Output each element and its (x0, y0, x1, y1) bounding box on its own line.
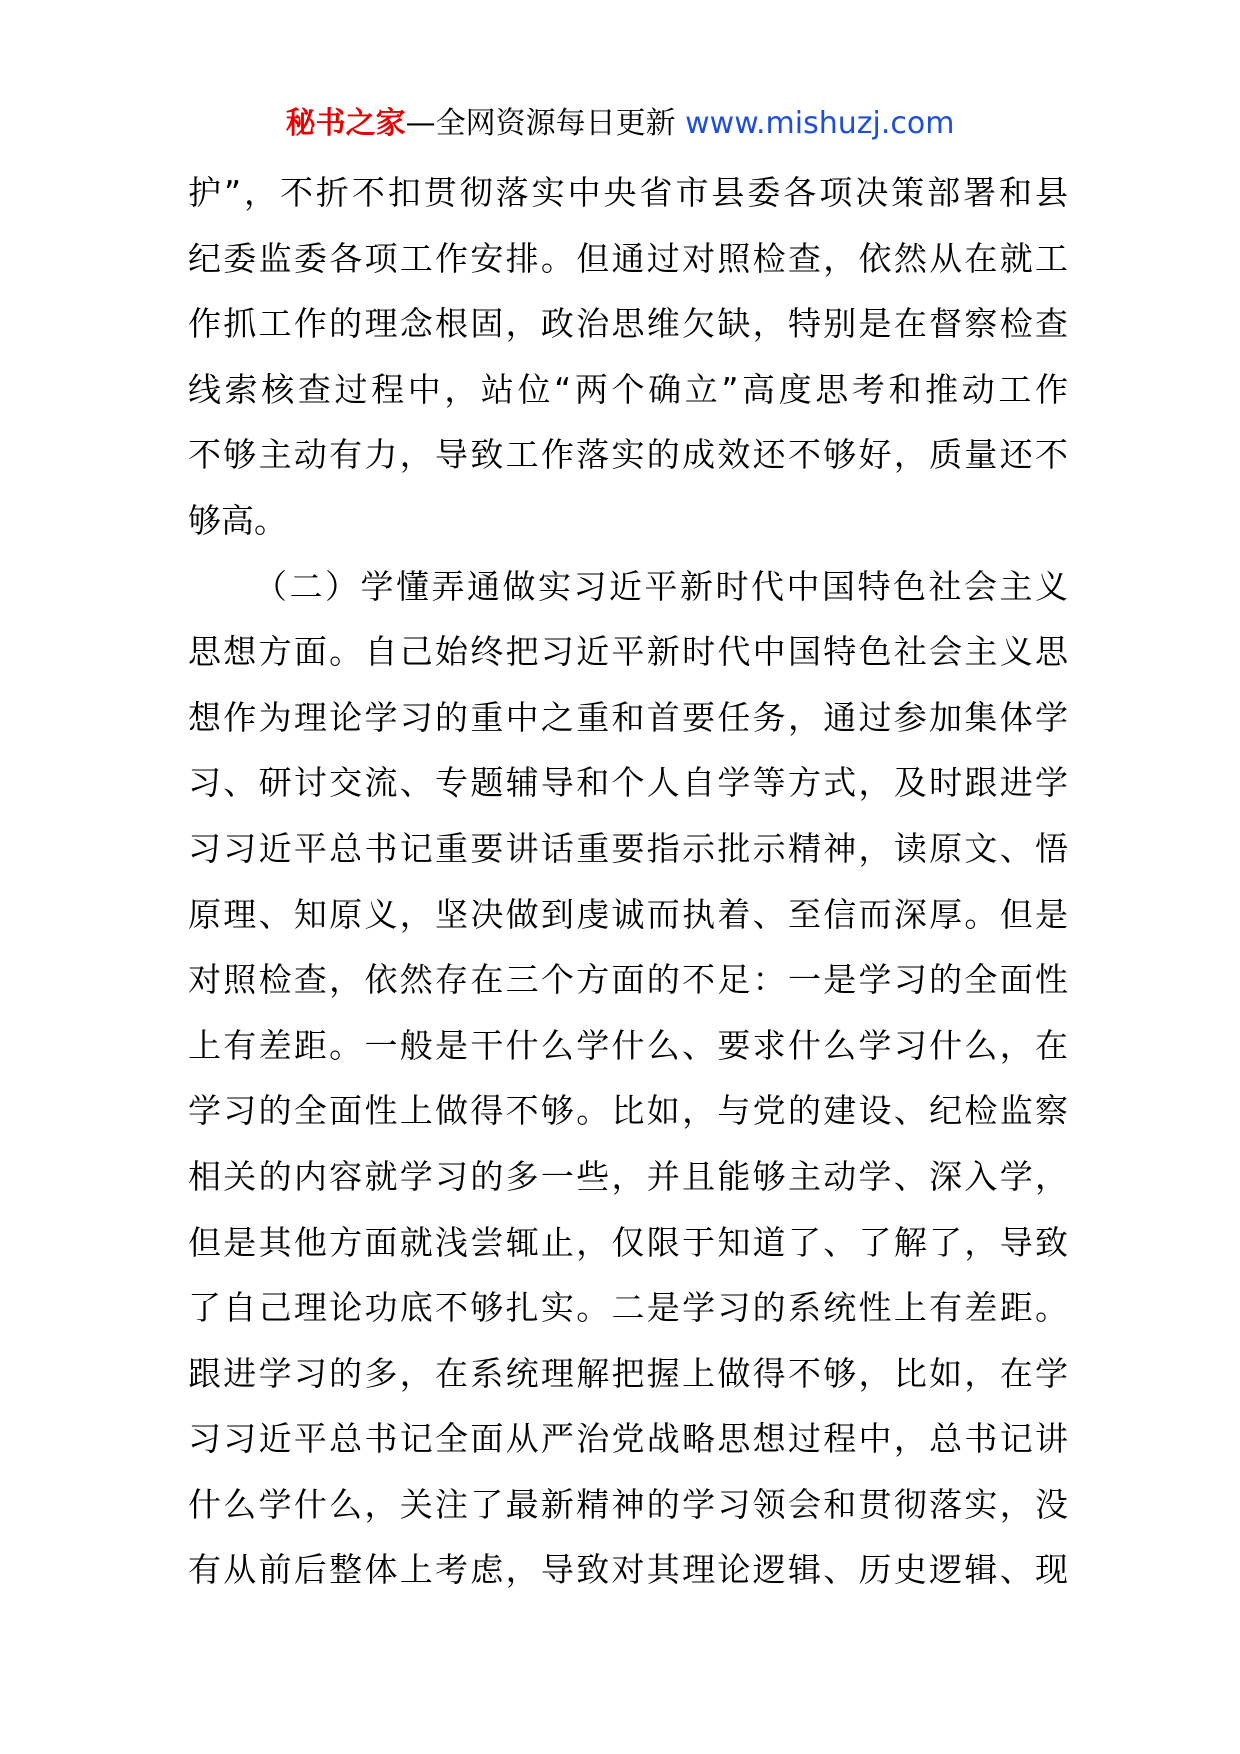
text-line: 原理、知原义，坚决做到虔诚而执着、至信而深厚。但是 (188, 894, 1068, 934)
brand-name: 秘书之家 (285, 106, 406, 141)
document-body (188, 160, 1068, 1603)
text-line: 习、研讨交流、专题辅导和个人自学等方式，及时跟进学 (188, 763, 1068, 803)
text-line: 够高。 (188, 500, 287, 540)
header-tagline: —全网资源每日更新 (405, 106, 686, 141)
text-line: 不够主动有力，导致工作落实的成效还不够好，质量还不 (188, 435, 1068, 475)
text-line: 但是其他方面就浅尝辄止，仅限于知道了、了解了，导致 (188, 1222, 1068, 1262)
text-line: 思想方面。自己始终把习近平新时代中国特色社会主义思 (188, 632, 1068, 672)
text-line: 了自己理论功底不够扎实。二是学习的系统性上有差距。 (188, 1288, 1068, 1328)
text-line: 跟进学习的多，在系统理解把握上做得不够，比如，在学 (188, 1353, 1068, 1393)
text-line: 相关的内容就学习的多一些，并且能够主动学、深入学， (188, 1156, 1068, 1196)
text-line: 纪委监委各项工作安排。但通过对照检查，依然从在就工 (188, 238, 1068, 278)
section-heading-line: （二）学懂弄通做实习近平新时代中国特色社会主义 (254, 566, 1068, 606)
text-line: 有从前后整体上考虑，导致对其理论逻辑、历史逻辑、现 (188, 1550, 1068, 1590)
text-line: 作抓工作的理念根固，政治思维欠缺，特别是在督察检查 (188, 304, 1068, 344)
text-line: 习习近平总书记重要讲话重要指示批示精神，读原文、悟 (188, 828, 1068, 868)
text-line: 对照检查，依然存在三个方面的不足：一是学习的全面性 (188, 960, 1068, 1000)
text-line: 线索核查过程中，站位“两个确立”高度思考和推动工作 (188, 369, 1068, 409)
page-header (0, 100, 1240, 148)
text-line: 护”，不折不扣贯彻落实中央省市县委各项决策部署和县 (188, 173, 1068, 212)
text-line: 学习的全面性上做得不够。比如，与党的建设、纪检监察 (188, 1091, 1068, 1131)
text-line: 想作为理论学习的重中之重和首要任务，通过参加集体学 (188, 697, 1068, 737)
website-link[interactable]: www.mishuzj.com (685, 106, 955, 141)
text-line: 上有差距。一般是干什么学什么、要求什么学习什么，在 (188, 1025, 1068, 1065)
text-line: 什么学什么，关注了最新精神的学习领会和贯彻落实，没 (188, 1484, 1068, 1524)
text-line: 习习近平总书记全面从严治党战略思想过程中，总书记讲 (188, 1419, 1068, 1459)
